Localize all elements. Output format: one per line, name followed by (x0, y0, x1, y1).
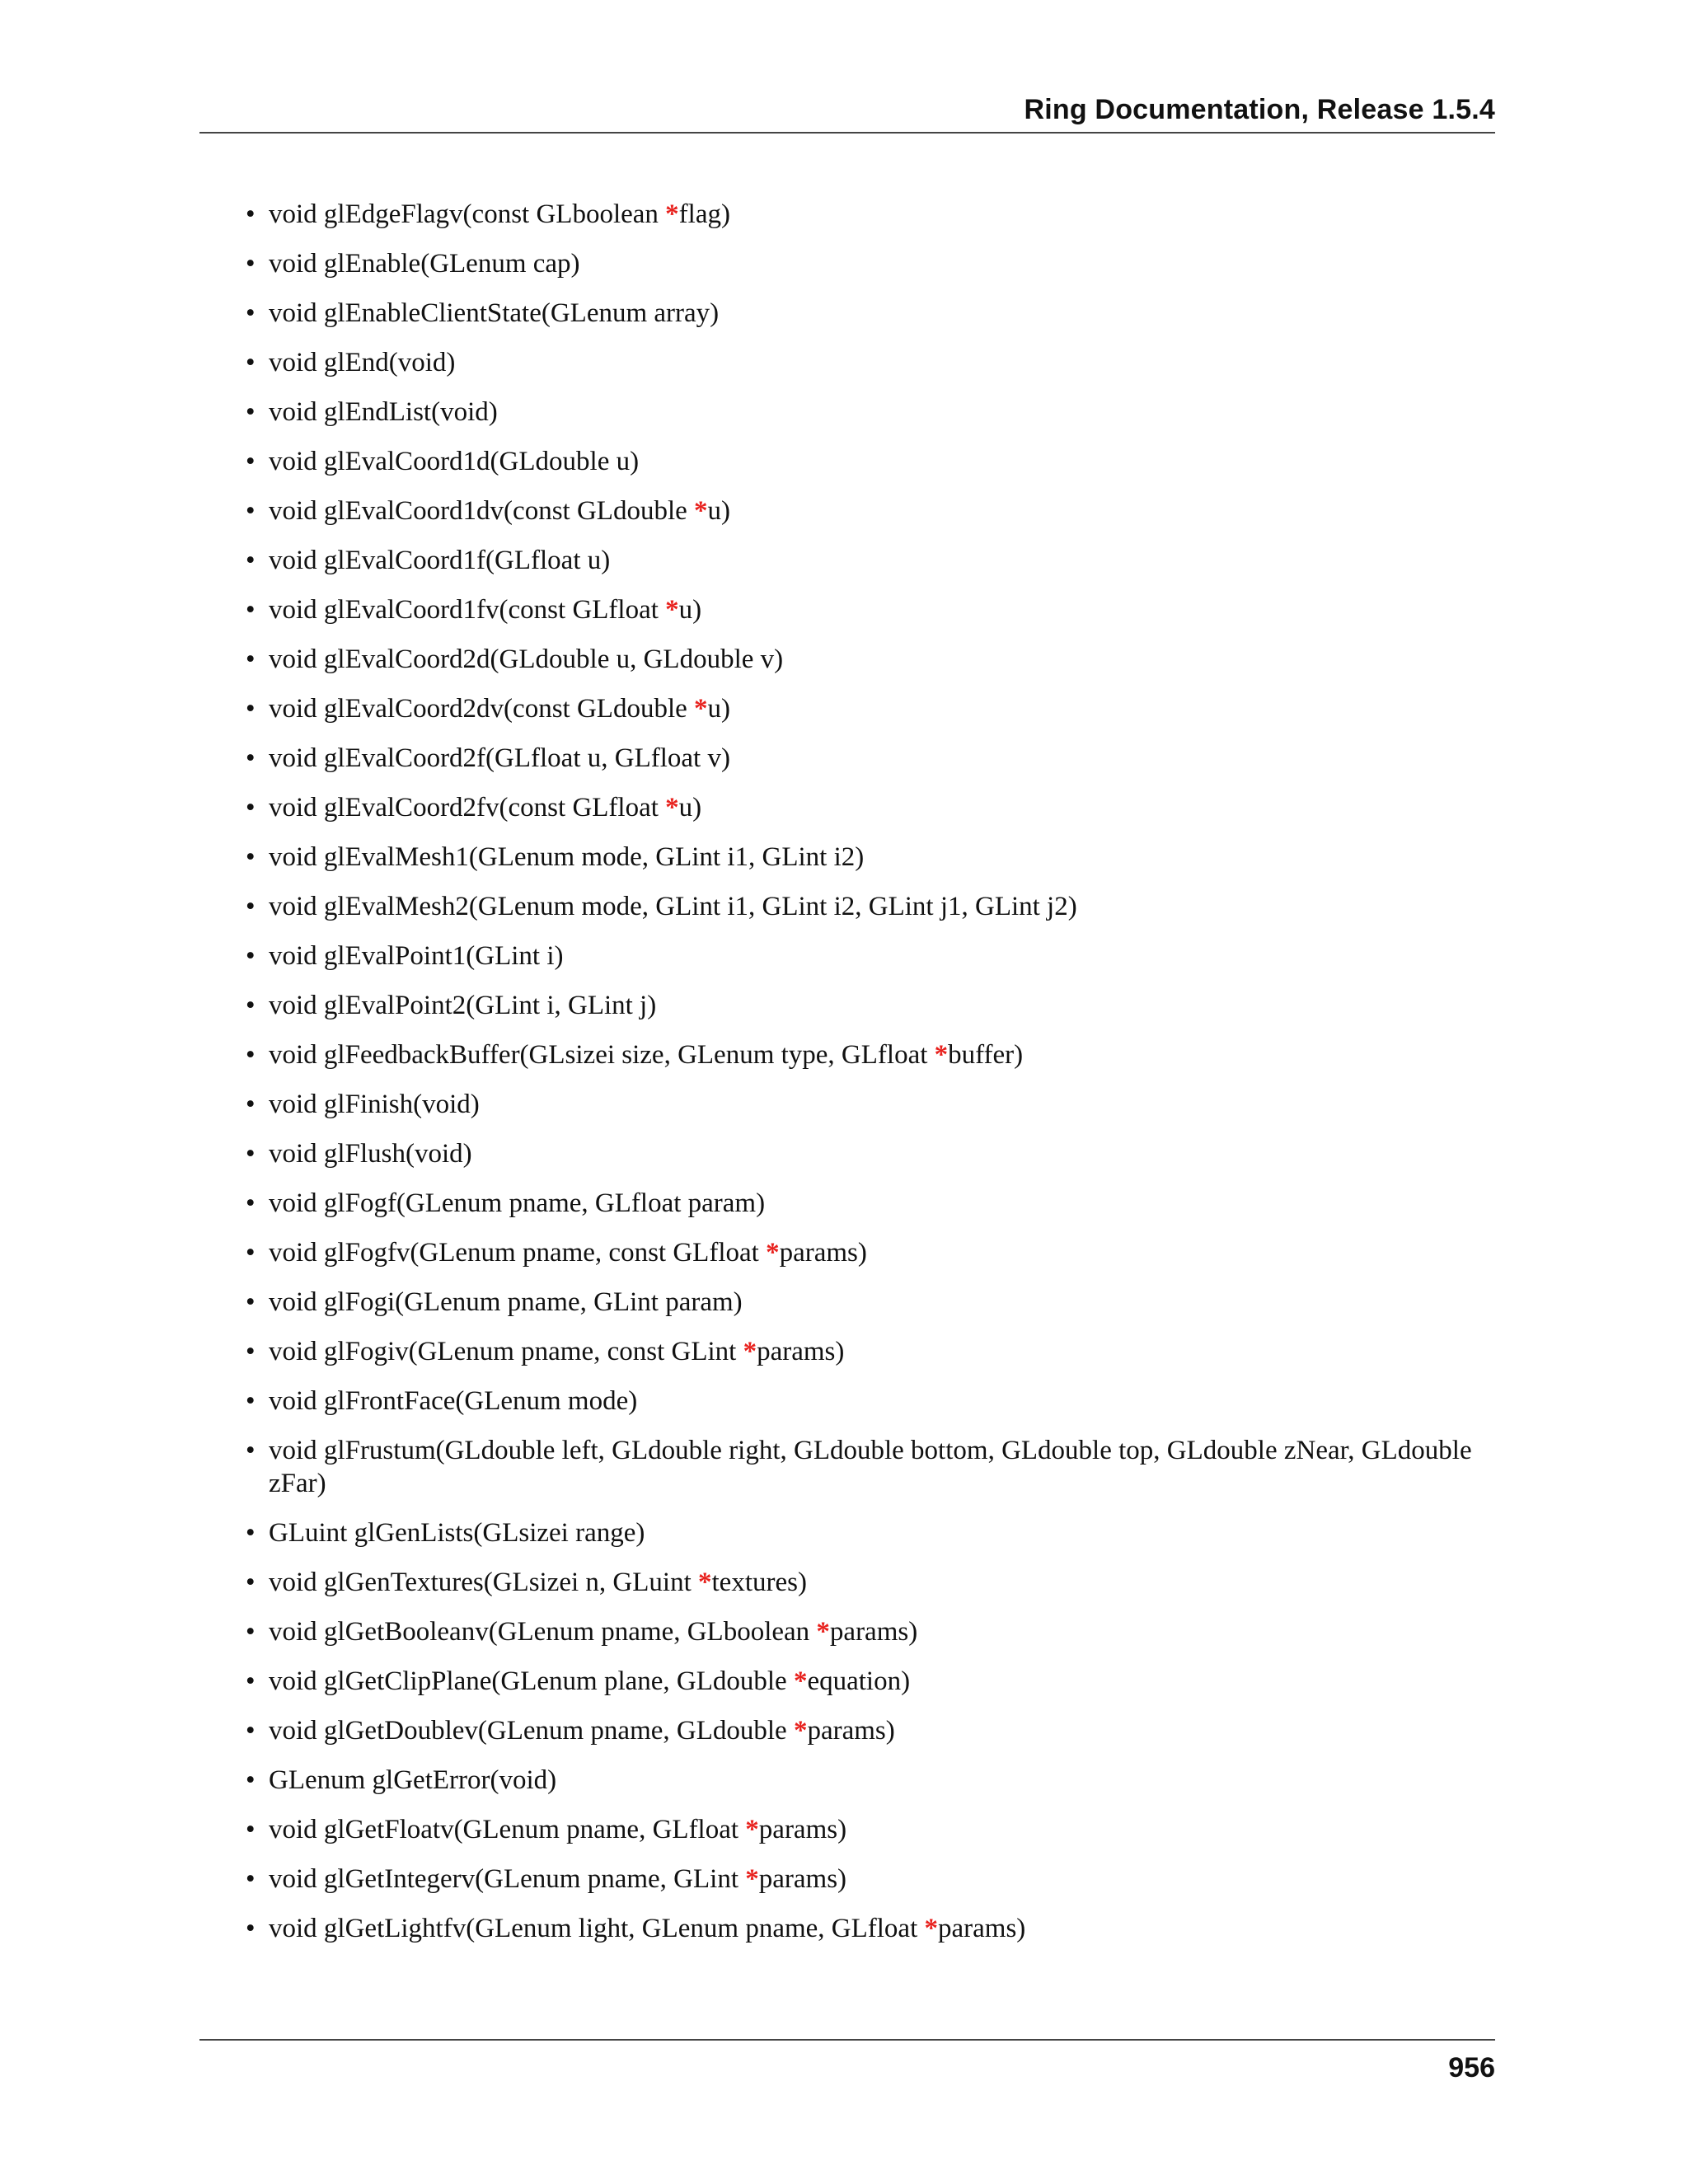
function-list-item (246, 396, 1495, 429)
function-list-item (246, 1385, 1495, 1418)
function-list-item (246, 1813, 1495, 1846)
bullet-marker: • (246, 546, 256, 575)
pointer-asterisk: * (665, 793, 679, 823)
function-signature-text: u) (678, 793, 702, 823)
page-header (199, 89, 1495, 134)
function-signature-text: GLenum glGetError(void) (269, 1765, 557, 1795)
function-signature-text: textures) (711, 1568, 807, 1597)
bullet-marker: • (246, 1238, 256, 1268)
pointer-asterisk: * (793, 1716, 808, 1746)
function-signature-text: void glEvalPoint2(GLint i, GLint j) (269, 991, 657, 1020)
function-list-item (246, 1665, 1495, 1698)
pointer-asterisk: * (924, 1914, 938, 1943)
function-list-item (246, 1615, 1495, 1648)
function-signature-text: params) (807, 1716, 895, 1746)
pointer-asterisk: * (745, 1815, 759, 1844)
function-signature-text: void glEvalCoord1fv(const GLfloat (269, 595, 666, 625)
function-signature-text: params) (779, 1238, 867, 1268)
function-signature-text: void glFogf(GLenum pname, GLfloat param) (269, 1188, 766, 1218)
bullet-marker: • (246, 1864, 256, 1894)
function-list-item (246, 1912, 1495, 1945)
bullet-marker: • (246, 1287, 256, 1317)
function-signature-text: void glGetFloatv(GLenum pname, GLfloat (269, 1815, 746, 1844)
function-signature-text: void glGetDoublev(GLenum pname, GLdouble (269, 1716, 794, 1746)
function-list-item (246, 1863, 1495, 1896)
pointer-asterisk: * (766, 1238, 780, 1268)
function-signature-text: void glEvalCoord2f(GLfloat u, GLfloat v) (269, 743, 730, 773)
bullet-marker: • (246, 1090, 256, 1119)
function-signature-text: void glFlush(void) (269, 1139, 472, 1169)
bullet-marker: • (246, 199, 256, 229)
function-signature-text: u) (707, 694, 731, 724)
function-signature-text: void glEvalMesh2(GLenum mode, GLint i1, GLint i2, GLint j1, GLint j2) (269, 892, 1077, 921)
function-signature-text: void glFinish(void) (269, 1090, 480, 1119)
function-list-item (246, 1335, 1495, 1368)
function-signature-text: u) (707, 496, 731, 526)
bullet-marker: • (246, 1040, 256, 1070)
bullet-marker: • (246, 1716, 256, 1746)
function-list-item (246, 742, 1495, 775)
function-list-item (246, 544, 1495, 577)
function-list-item (246, 890, 1495, 923)
function-signature-text: void glEndList(void) (269, 397, 498, 427)
bullet-marker: • (246, 1765, 256, 1795)
pointer-asterisk: * (698, 1568, 712, 1597)
function-signature-text: void glEnd(void) (269, 348, 456, 377)
pointer-asterisk: * (694, 694, 708, 724)
function-list-item (246, 1038, 1495, 1071)
function-signature-text: void glEnable(GLenum cap) (269, 249, 580, 279)
function-list-item (246, 1714, 1495, 1747)
function-list-item (246, 1516, 1495, 1549)
function-list-item (246, 247, 1495, 280)
function-signature-text: void glFogfv(GLenum pname, const GLfloat (269, 1238, 767, 1268)
function-list-item (246, 593, 1495, 626)
function-signature-text: void glFrontFace(GLenum mode) (269, 1386, 638, 1416)
bullet-marker: • (246, 447, 256, 476)
bullet-marker: • (246, 991, 256, 1020)
function-signature-text: void glGetIntegerv(GLenum pname, GLint (269, 1864, 746, 1894)
function-signature-text: equation) (807, 1666, 911, 1696)
bullet-marker: • (246, 1666, 256, 1696)
function-signature-text: void glFeedbackBuffer(GLsizei size, GLenum type, GLfloat (269, 1040, 935, 1070)
pointer-asterisk: * (745, 1864, 759, 1894)
bullet-marker: • (246, 595, 256, 625)
function-list-item (246, 1088, 1495, 1121)
bullet-marker: • (246, 941, 256, 971)
function-signature-text: void glEvalPoint1(GLint i) (269, 941, 564, 971)
function-list-item (246, 297, 1495, 330)
function-list-item (246, 1764, 1495, 1797)
function-signature-text: void glFrustum(GLdouble left, GLdouble right, GLdouble bottom, GLdouble top, GLdouble zNear, GLdouble zFar) (269, 1436, 1472, 1498)
function-signature-text: void glGenTextures(GLsizei n, GLuint (269, 1568, 698, 1597)
function-signature-text: void glGetBooleanv(GLenum pname, GLboolean (269, 1617, 817, 1647)
function-signature-text: params) (758, 1815, 847, 1844)
function-list-item (246, 346, 1495, 379)
bullet-marker: • (246, 1568, 256, 1597)
pointer-asterisk: * (793, 1666, 808, 1696)
bullet-marker: • (246, 1337, 256, 1366)
bullet-marker: • (246, 1386, 256, 1416)
function-signature-text: void glFogiv(GLenum pname, const GLint (269, 1337, 743, 1366)
function-list-item (246, 989, 1495, 1022)
function-list-item (246, 445, 1495, 478)
bullet-marker: • (246, 694, 256, 724)
function-list-item (246, 643, 1495, 676)
function-list-item (246, 791, 1495, 824)
function-list-item (246, 198, 1495, 231)
function-list-item (246, 940, 1495, 972)
bullet-marker: • (246, 298, 256, 328)
function-signature-text: flag) (678, 199, 730, 229)
bullet-marker: • (246, 1139, 256, 1169)
function-list-item (246, 841, 1495, 874)
document-title: Ring Documentation, Release 1.5.4 (1024, 94, 1495, 125)
function-list-item (246, 494, 1495, 527)
function-signature-text: u) (678, 595, 702, 625)
function-list-item (246, 1187, 1495, 1220)
pointer-asterisk: * (743, 1337, 757, 1366)
function-signature-text: params) (758, 1864, 847, 1894)
function-signature-text: void glEvalCoord2d(GLdouble u, GLdouble v) (269, 644, 784, 674)
function-signature-text: void glEvalCoord1d(GLdouble u) (269, 447, 640, 476)
bullet-marker: • (246, 1815, 256, 1844)
function-signature-text: params) (757, 1337, 845, 1366)
bullet-marker: • (246, 892, 256, 921)
function-signature-text: params) (938, 1914, 1026, 1943)
pointer-asterisk: * (665, 199, 679, 229)
pointer-asterisk: * (665, 595, 679, 625)
function-list-item (246, 1434, 1495, 1500)
function-signature-text: buffer) (948, 1040, 1024, 1070)
bullet-marker: • (246, 793, 256, 823)
bullet-marker: • (246, 1617, 256, 1647)
function-list-item (246, 1286, 1495, 1319)
pointer-asterisk: * (816, 1617, 830, 1647)
bullet-marker: • (246, 397, 256, 427)
page-number: 956 (1448, 2052, 1495, 2083)
function-signature-text: void glEvalMesh1(GLenum mode, GLint i1, GLint i2) (269, 842, 865, 872)
function-signature-text: params) (829, 1617, 918, 1647)
function-list-item (246, 692, 1495, 725)
bullet-marker: • (246, 1914, 256, 1943)
function-list-item (246, 1236, 1495, 1269)
function-signature-text: void glGetLightfv(GLenum light, GLenum pname, GLfloat (269, 1914, 925, 1943)
page-footer (199, 2039, 1495, 2098)
function-signature-text: void glFogi(GLenum pname, GLint param) (269, 1287, 743, 1317)
bullet-marker: • (246, 1436, 256, 1465)
function-list-item (246, 1566, 1495, 1599)
function-signature-text: void glEnableClientState(GLenum array) (269, 298, 720, 328)
function-signature-text: void glEvalCoord1dv(const GLdouble (269, 496, 695, 526)
pointer-asterisk: * (934, 1040, 949, 1070)
bullet-marker: • (246, 1518, 256, 1548)
bullet-marker: • (246, 249, 256, 279)
pointer-asterisk: * (694, 496, 708, 526)
function-signature-text: void glEvalCoord1f(GLfloat u) (269, 546, 611, 575)
function-list (246, 198, 1495, 1961)
bullet-marker: • (246, 644, 256, 674)
bullet-marker: • (246, 842, 256, 872)
function-signature-text: void glGetClipPlane(GLenum plane, GLdouble (269, 1666, 794, 1696)
function-signature-text: void glEvalCoord2dv(const GLdouble (269, 694, 695, 724)
function-signature-text: void glEvalCoord2fv(const GLfloat (269, 793, 666, 823)
bullet-marker: • (246, 496, 256, 526)
bullet-marker: • (246, 743, 256, 773)
bullet-marker: • (246, 1188, 256, 1218)
function-list-item (246, 1137, 1495, 1170)
function-signature-text: GLuint glGenLists(GLsizei range) (269, 1518, 645, 1548)
bullet-marker: • (246, 348, 256, 377)
function-signature-text: void glEdgeFlagv(const GLboolean (269, 199, 666, 229)
